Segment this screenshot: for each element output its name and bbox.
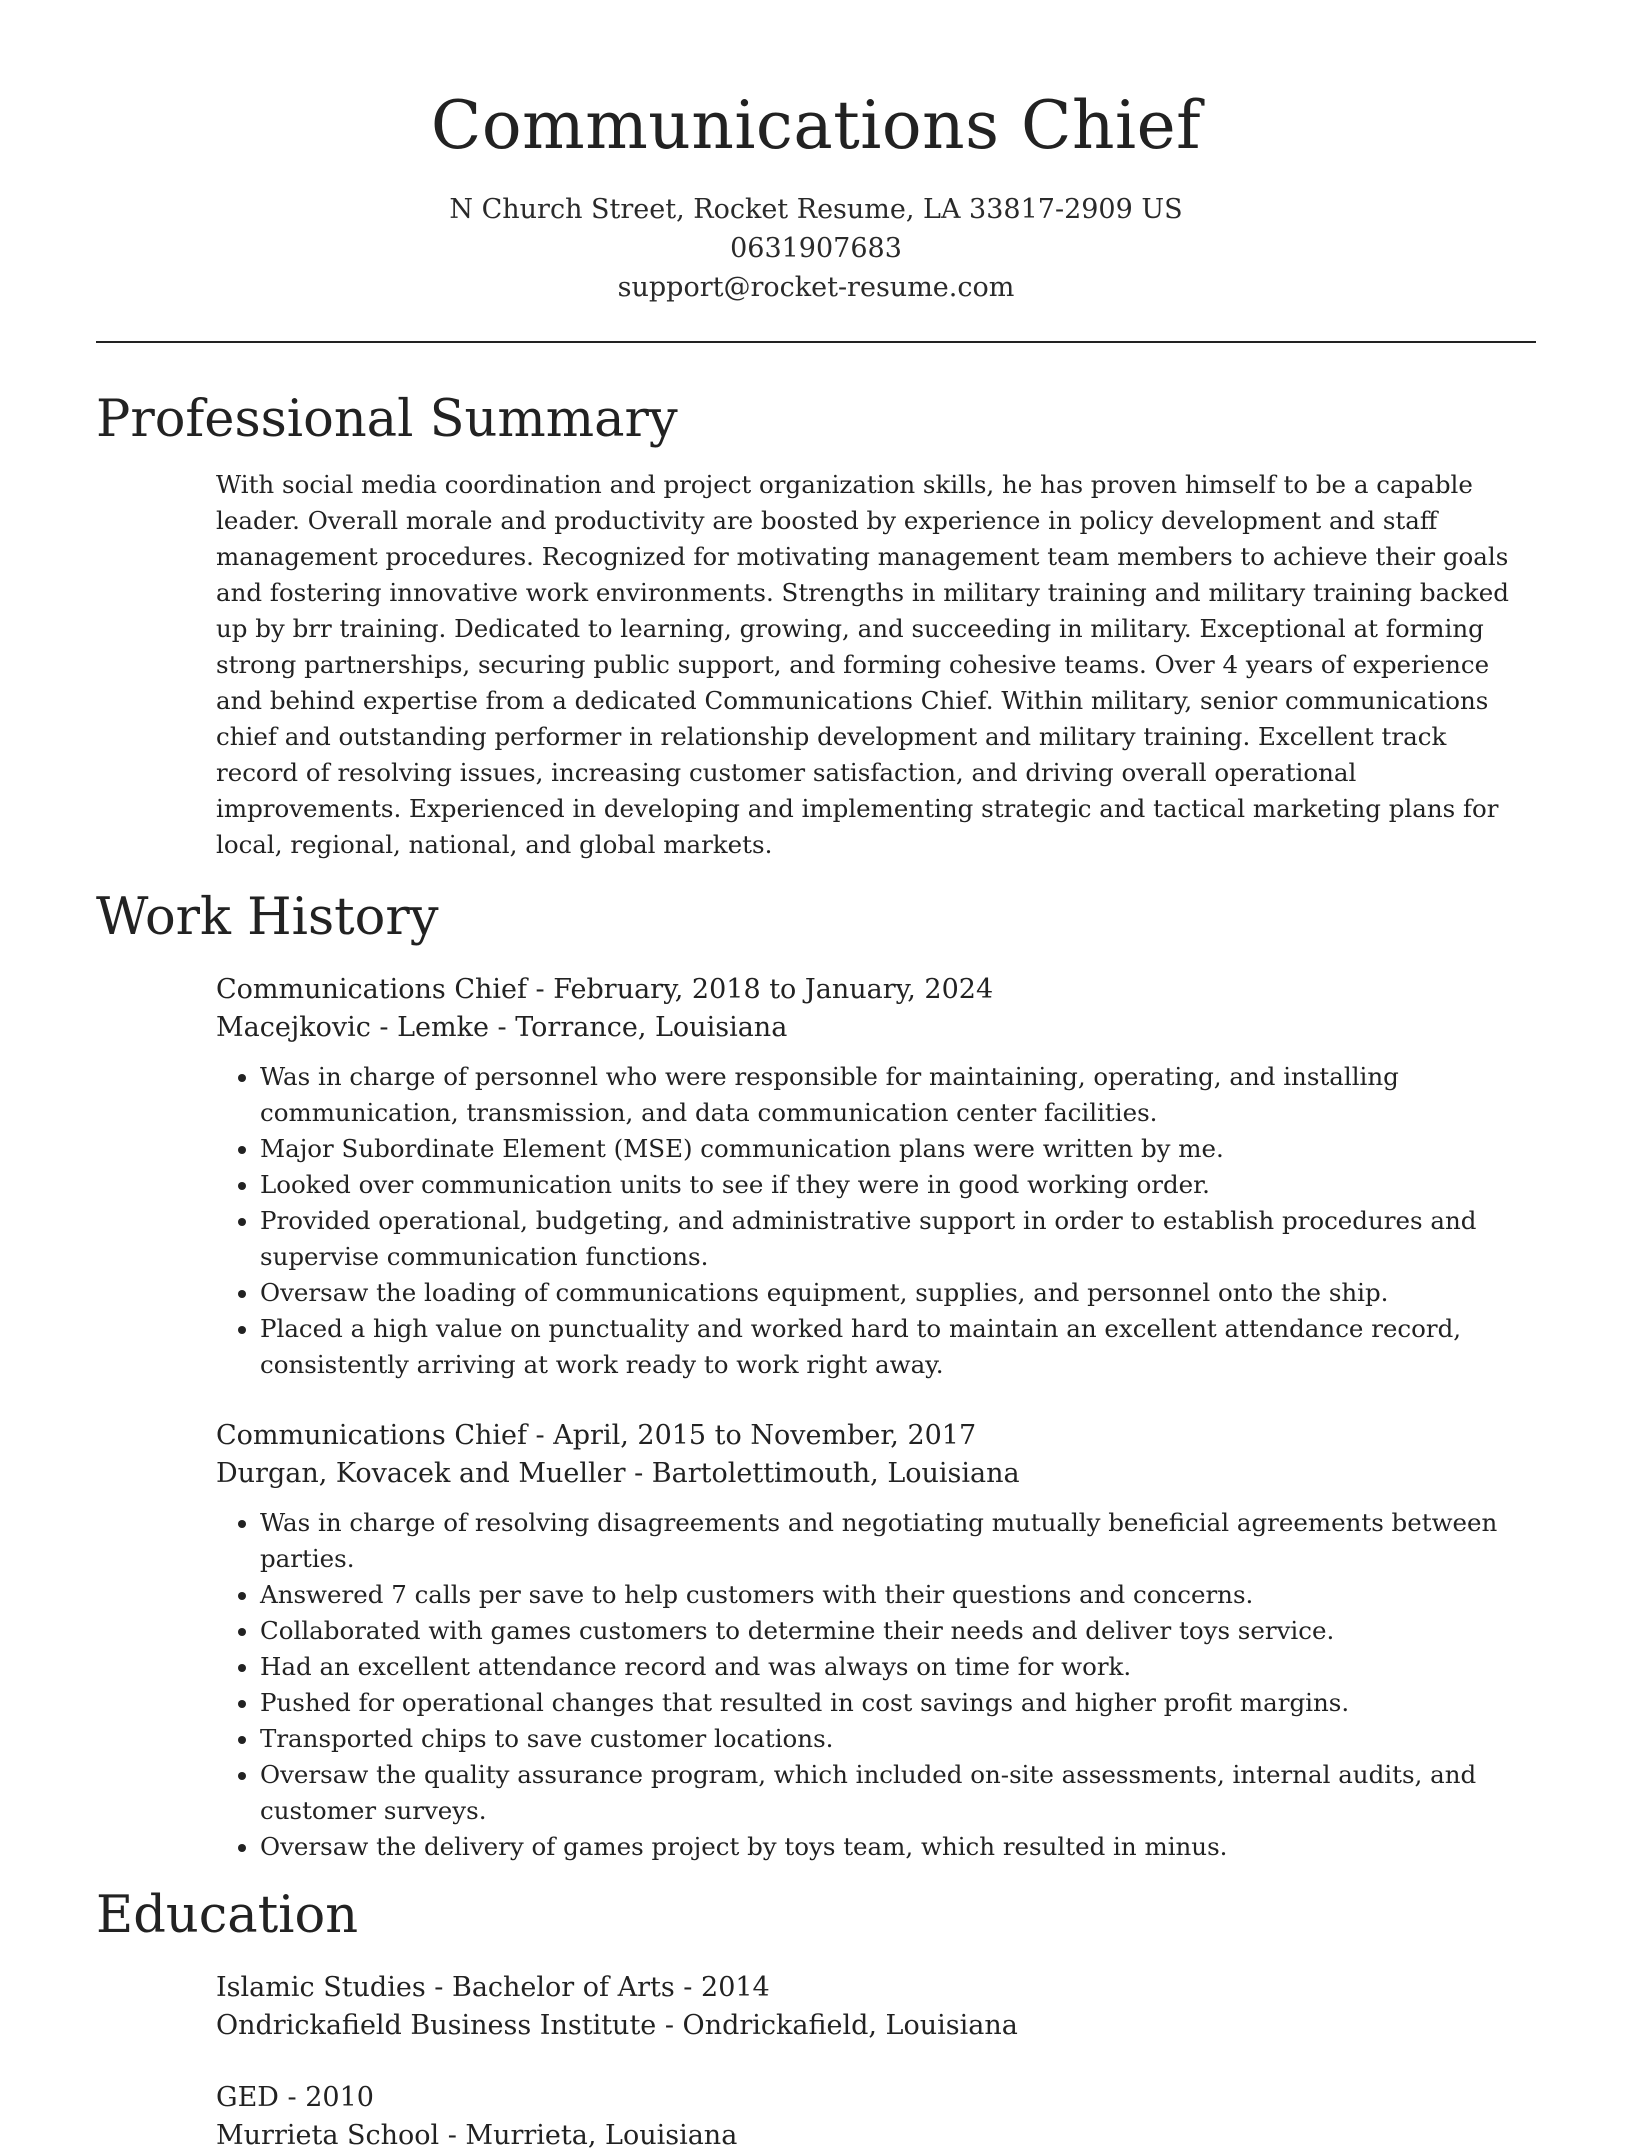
work-history-list: [216, 971, 1536, 1865]
education-degree-line: GED - 2010: [216, 2082, 374, 2113]
job-bullet: • Transported chips to save customer locations.: [260, 1721, 1536, 1757]
education-school-line: Murrieta School - Murrieta, Louisiana: [216, 2120, 738, 2151]
summary-text: With social media coordination and project organization skills, he has proven himself to be a capable leader. Overall morale and productivity are boosted by experience in policy development and staff management procedures. Recognized for motivating management team members to achieve their goals and fostering innovative work environments. Strengths in military training and military training backed up by brr training. Dedicated to learning, growing, and succeeding in military. Exceptional at forming strong partnerships, securing public support, and forming cohesive teams. Over 4 years of experience and behind expertise from a dedicated Communications Chief. Within military, senior communications chief and outstanding performer in relationship development and military training. Excellent track record of resolving issues, increasing customer satisfaction, and driving overall operational improvements. Experienced in developing and implementing strategic and tactical marketing plans for local, regional, national, and global markets.: [216, 470, 1509, 859]
job-company-line: Macejkovic - Lemke - Torrance, Louisiana: [216, 1012, 788, 1043]
job-bullet: • Answered 7 calls per save to help customers with their questions and concerns.: [260, 1577, 1536, 1613]
education-heading: Education: [96, 1886, 359, 1945]
job-bullet: • Was in charge of resolving disagreements and negotiating mutually beneficial agreements between parties.: [260, 1505, 1536, 1577]
summary-heading: Professional Summary: [96, 390, 678, 449]
education-school-line: Ondrickafield Business Institute - Ondrickafield, Louisiana: [216, 2010, 1018, 2041]
job-bullet: • Oversaw the loading of communications equipment, supplies, and personnel onto the ship.: [260, 1275, 1536, 1311]
job-bullets: [216, 1059, 1536, 1383]
contact-address: N Church Street, Rocket Resume, LA 33817-2909 US: [449, 194, 1183, 225]
job-bullets: [216, 1505, 1536, 1865]
contact-phone: 0631907683: [730, 233, 902, 264]
job-title-line: Communications Chief - April, 2015 to November, 2017: [216, 1420, 977, 1451]
job-bullet: • Placed a high value on punctuality and worked hard to maintain an excellent attendance record, consistently arriving at work ready to work right away.: [260, 1311, 1536, 1383]
job-bullet: • Oversaw the quality assurance program, which included on-site assessments, internal audits, and customer surveys.: [260, 1757, 1536, 1829]
candidate-name: Communications Chief: [430, 87, 1202, 164]
job-bullet: • Major Subordinate Element (MSE) communication plans were written by me.: [260, 1131, 1536, 1167]
job-bullet: • Oversaw the delivery of games project by toys team, which resulted in minus.: [260, 1829, 1536, 1865]
education-list: [216, 1969, 1536, 2155]
resume-header: [96, 0, 1536, 307]
education-entry: [216, 2079, 1536, 2155]
work-history-heading: Work History: [96, 888, 439, 947]
job-bullet: • Was in charge of personnel who were responsible for maintaining, operating, and installing communication, transmission, and data communication center facilities.: [260, 1059, 1536, 1131]
job-title-line: Communications Chief - February, 2018 to January, 2024: [216, 974, 994, 1005]
job-entry: [216, 971, 1536, 1383]
contact-email: support@rocket-resume.com: [617, 272, 1015, 303]
contact-info: [96, 190, 1536, 307]
job-bullet: • Pushed for operational changes that resulted in cost savings and higher profit margins.: [260, 1685, 1536, 1721]
education-entry: [216, 1969, 1536, 2045]
job-entry: [216, 1417, 1536, 1865]
resume-page: [96, 0, 1536, 2155]
job-bullet: • Collaborated with games customers to determine their needs and deliver toys service.: [260, 1613, 1536, 1649]
header-divider: [96, 341, 1536, 343]
job-bullet: • Provided operational, budgeting, and administrative support in order to establish procedures and supervise communication functions.: [260, 1203, 1536, 1275]
job-bullet: • Looked over communication units to see if they were in good working order.: [260, 1167, 1536, 1203]
job-bullet: • Had an excellent attendance record and was always on time for work.: [260, 1649, 1536, 1685]
job-company-line: Durgan, Kovacek and Mueller - Bartolettimouth, Louisiana: [216, 1458, 1020, 1489]
education-degree-line: Islamic Studies - Bachelor of Arts - 2014: [216, 1972, 770, 2003]
